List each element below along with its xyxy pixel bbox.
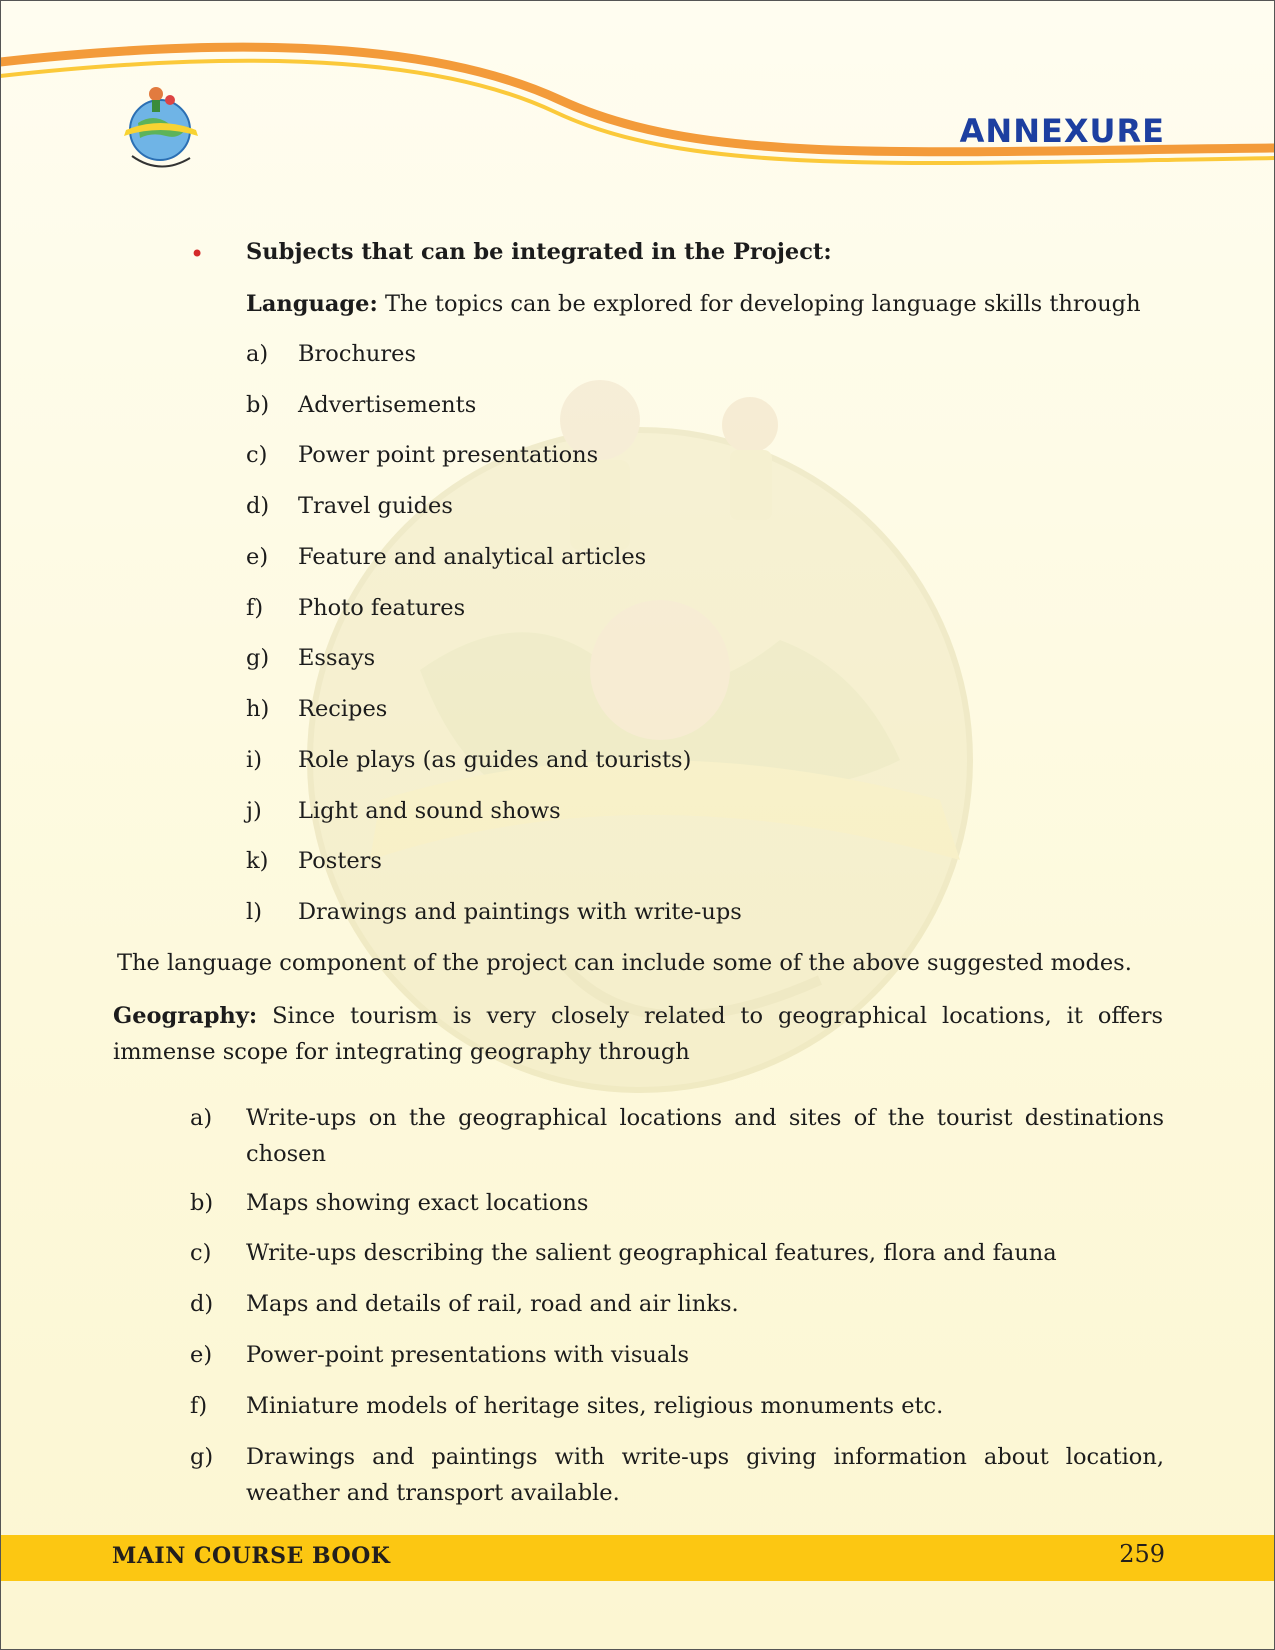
list-item: Essays	[298, 645, 376, 671]
list-item-letter: g)	[190, 1444, 214, 1470]
list-item: Miniature models of heritage sites, religious monuments etc.	[246, 1393, 944, 1419]
list-item: Write-ups on the geographical locations and sites of the tourist destinations chosen	[246, 1105, 1164, 1167]
list-item-letter: f)	[190, 1393, 208, 1419]
list-item: Maps and details of rail, road and air links.	[246, 1291, 739, 1317]
list-item: Recipes	[298, 696, 388, 722]
list-item-letter: f)	[246, 595, 264, 621]
language-intro: The topics can be explored for developing language skills through	[384, 291, 1141, 317]
list-item-letter: c)	[246, 442, 268, 468]
list-item-letter: k)	[246, 848, 269, 874]
section-heading: Subjects that can be integrated in the Project:	[246, 239, 832, 265]
list-item: Drawings and paintings with write-ups giving information about location, weather and transport available.	[246, 1444, 1164, 1506]
list-item: Brochures	[298, 341, 417, 367]
list-item-letter: d)	[190, 1291, 214, 1317]
list-item-letter: b)	[190, 1190, 214, 1216]
list-item-letter: a)	[246, 341, 269, 367]
list-item: Power-point presentations with visuals	[246, 1342, 690, 1368]
list-item-letter: c)	[190, 1240, 212, 1266]
language-summary: The language component of the project can include some of the above suggested modes.	[117, 950, 1132, 976]
list-item-letter: l)	[246, 899, 262, 925]
bullet-icon: •	[190, 240, 205, 268]
list-item-letter: h)	[246, 696, 270, 722]
list-item: Light and sound shows	[298, 798, 561, 824]
section-title: ANNEXURE	[959, 112, 1165, 150]
list-item-letter: d)	[246, 493, 270, 519]
list-item: Travel guides	[298, 493, 453, 519]
list-item: Drawings and paintings with write-ups	[298, 899, 742, 925]
list-item-letter: i)	[246, 747, 262, 773]
list-item: Role plays (as guides and tourists)	[298, 747, 692, 773]
list-item-letter: a)	[190, 1105, 213, 1131]
footer-book-title: MAIN COURSE BOOK	[112, 1543, 391, 1569]
page-number: 259	[1119, 1540, 1165, 1568]
geography-label: Geography:	[113, 1003, 258, 1029]
list-item-letter: b)	[246, 392, 270, 418]
list-item: Photo features	[298, 595, 466, 621]
list-item: Advertisements	[298, 392, 477, 418]
geography-intro: Since tourism is very closely related to geographical locations, it offers immense scope for integrating geography through	[113, 1003, 1163, 1065]
list-item-letter: e)	[246, 544, 269, 570]
list-item: Posters	[298, 848, 382, 874]
list-item-letter: e)	[190, 1342, 213, 1368]
list-item: Maps showing exact locations	[246, 1190, 589, 1216]
list-item-letter: g)	[246, 645, 270, 671]
language-label: Language:	[246, 291, 378, 317]
list-item: Write-ups describing the salient geographical features, flora and fauna	[246, 1240, 1057, 1266]
list-item: Power point presentations	[298, 442, 599, 468]
list-item: Feature and analytical articles	[298, 544, 647, 570]
list-item-letter: j)	[246, 798, 262, 824]
